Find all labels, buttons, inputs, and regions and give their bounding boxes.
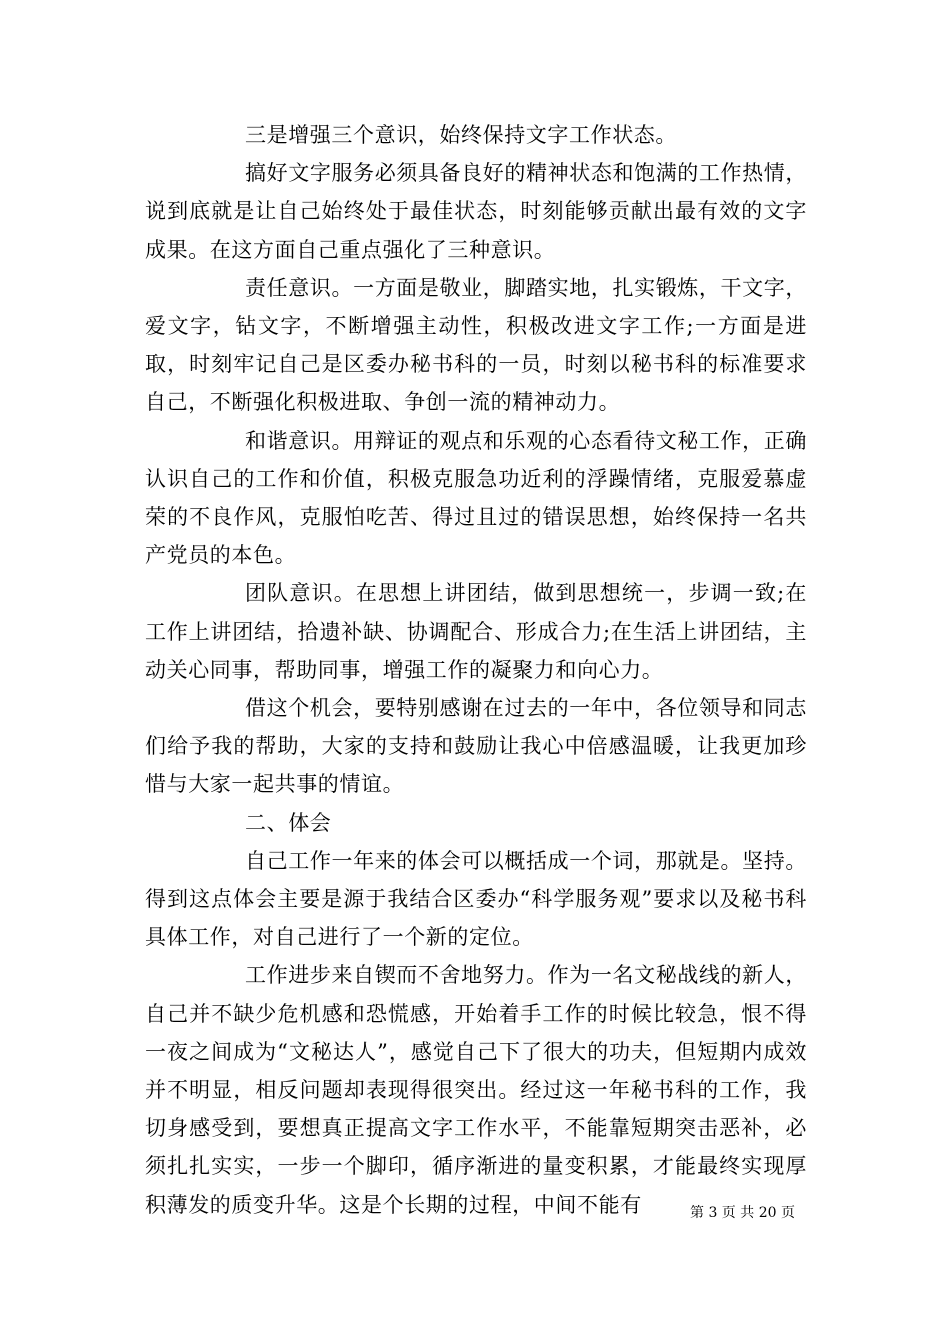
body-text bbox=[145, 116, 807, 1224]
paragraph-experience-summary: 自己工作一年来的体会可以概括成一个词，那就是。坚持。得到这点体会主要是源于我结合区委办“科学服务观”要求以及秘书科具体工作，对自己进行了一个新的定位。 bbox=[145, 848, 807, 950]
section-heading-experience: 二、体会 bbox=[245, 810, 332, 835]
paragraph-spirit-state: 搞好文字服务必须具备良好的精神状态和饱满的工作热情，说到底就是让自己始终处于最佳状态，时刻能够贡献出最有效的文字成果。在这方面自己重点强化了三种意识。 bbox=[145, 161, 807, 262]
paragraph-thanks: 借这个机会，要特别感谢在过去的一年中，各位领导和同志们给予我的帮助，大家的支持和鼓励让我心中倍感温暖，让我更加珍惜与大家一起共事的情谊。 bbox=[145, 696, 807, 797]
paragraph-harmony-awareness: 和谐意识。用辩证的观点和乐观的心态看待文秘工作，正确认识自己的工作和价值，积极克服急功近利的浮躁情绪，克服爱慕虚荣的不良作风，克服怕吃苦、得过且过的错误思想，始终保持一名共产党员的本色。 bbox=[145, 428, 807, 568]
paragraph-three-awareness-heading: 三是增强三个意识，始终保持文字工作状态。 bbox=[245, 123, 677, 147]
paragraph-persistent-effort: 工作进步来自锲而不舍地努力。作为一名文秘战线的新人，自己并不缺少危机感和恐慌感，开始着手工作的时候比较急，恨不得一夜之间成为“文秘达人”，感觉自己下了很大的功夫，但短期内成效并不明显，相反问题却表现得很突出。经过这一年秘书科的工作，我切身感受到，要想真正提高文字工作水平，不能靠短期突击恶补，必须扎扎实实，一步一个脚印，循序渐进的量变积累，才能最终实现厚积薄发的质变升华。这是个长期的过程，中间不能有 bbox=[145, 963, 807, 1217]
page-number-footer: 第 3 页 共 20 页 bbox=[690, 1205, 795, 1221]
paragraph-team-awareness: 团队意识。在思想上讲团结，做到思想统一，步调一致;在工作上讲团结，拾遗补缺、协调配合、形成合力;在生活上讲团结，主动关心同事，帮助同事，增强工作的凝聚力和向心力。 bbox=[145, 581, 807, 682]
paragraph-responsibility-awareness: 责任意识。一方面是敬业，脚踏实地，扎实锻炼，干文字，爱文字，钻文字，不断增强主动性，积极改进文字工作;一方面是进取，时刻牢记自己是区委办秘书科的一员，时刻以秘书科的标准要求自己，不断强化积极进取、争创一流的精神动力。 bbox=[145, 275, 807, 415]
